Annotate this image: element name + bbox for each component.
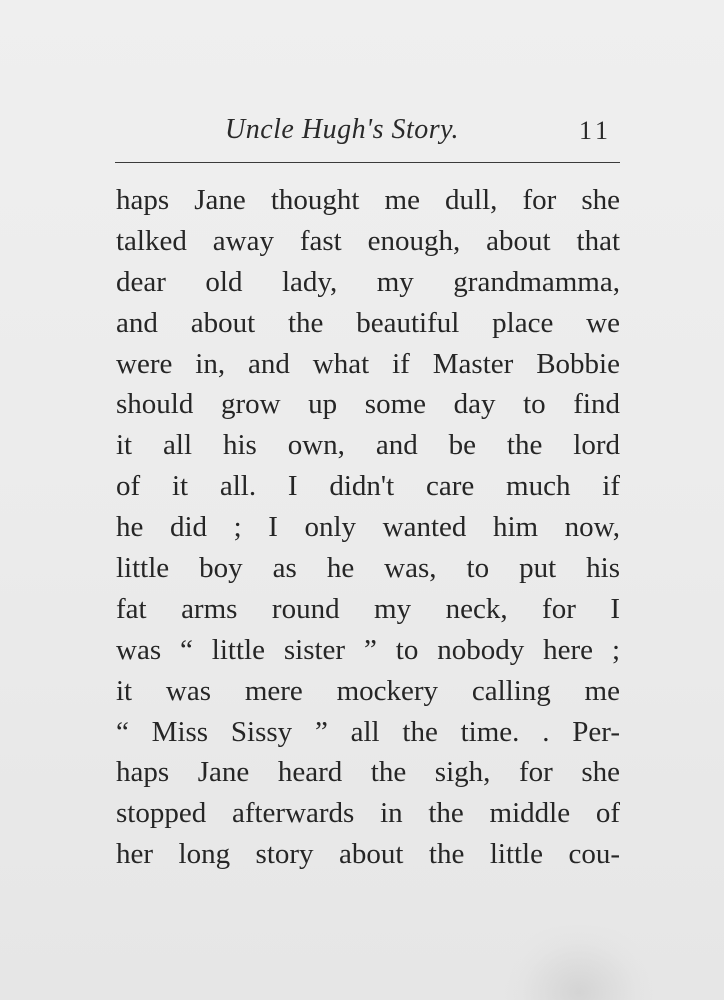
page-number: 11 [578, 116, 612, 145]
text-line: talked away fast enough, about that [116, 224, 620, 257]
text-line: dear old lady, my grandmamma, [116, 265, 620, 298]
text-line: and about the beautiful place we [116, 306, 620, 339]
body-text [116, 180, 620, 875]
paper-stain [504, 925, 654, 1000]
text-line: little boy as he was, to put his [116, 552, 620, 585]
text-line: was “ little sister ” to nobody here ; [116, 633, 620, 666]
text-line: haps Jane heard the sigh, for she [116, 756, 620, 789]
text-line: “ Miss Sissy ” all the time. . Per- [116, 715, 620, 748]
text-line: he did ; I only wanted him now, [116, 511, 620, 544]
text-line: should grow up some day to find [116, 388, 620, 421]
running-head [115, 110, 620, 150]
text-line: her long story about the little cou- [116, 838, 620, 871]
running-title: Uncle Hugh's Story. [225, 114, 460, 145]
text-line: it all his own, and be the lord [116, 429, 620, 462]
text-line: haps Jane thought me dull, for she [116, 184, 620, 216]
text-line: stopped afterwards in the middle of [116, 797, 620, 830]
text-line: fat arms round my neck, for I [116, 592, 620, 625]
header-rule [115, 162, 620, 163]
text-line: it was mere mockery calling me [116, 674, 620, 707]
text-line: were in, and what if Master Bobbie [116, 347, 620, 380]
text-line: of it all. I didn't care much if [116, 470, 620, 503]
